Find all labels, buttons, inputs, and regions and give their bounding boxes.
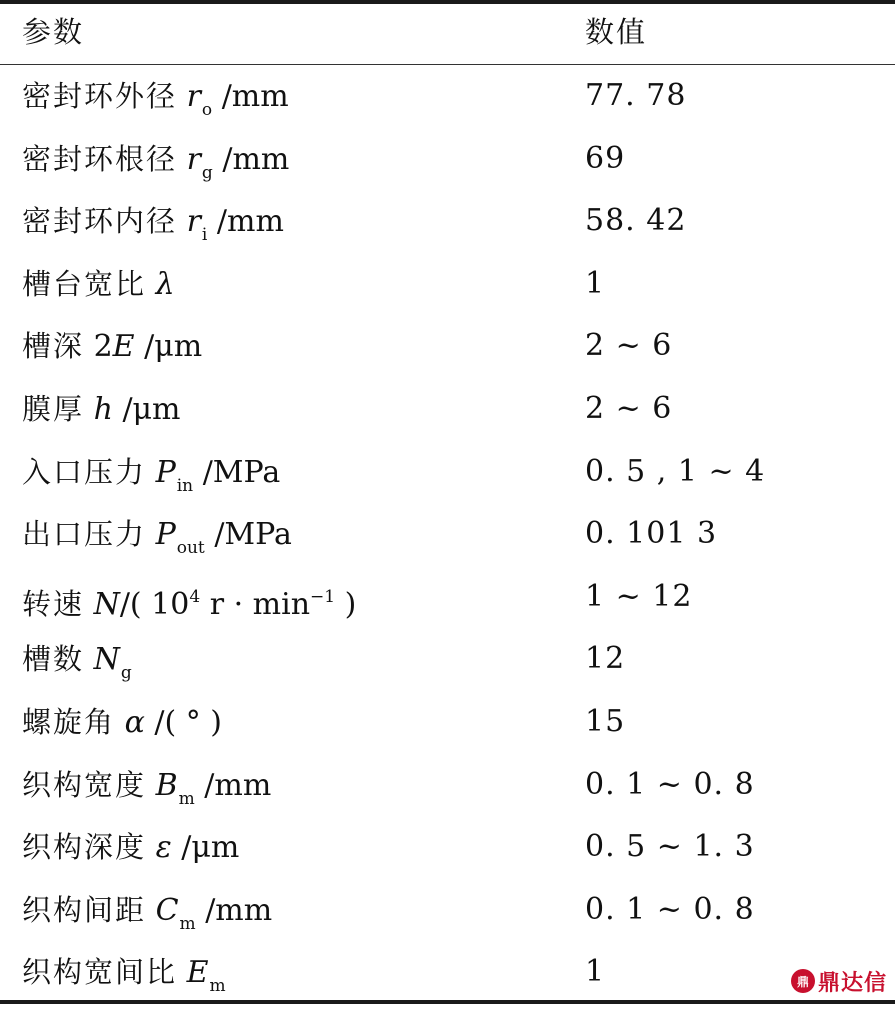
table-row <box>0 628 895 690</box>
param-label: 槽深 <box>22 329 85 364</box>
param-unit: /mm <box>205 892 273 928</box>
param-subscript: o <box>201 100 213 120</box>
param-unit: /μm <box>144 329 203 365</box>
table-row <box>0 691 895 753</box>
value-cell: 69 <box>585 140 626 176</box>
value-cell: 2 ~ 6 <box>585 328 673 364</box>
value-cell: 1 <box>585 954 606 990</box>
param-label: 出口压力 <box>22 517 147 552</box>
param-symbol: N <box>93 586 120 622</box>
param-label: 槽数 <box>22 642 85 677</box>
param-label: 织构宽度 <box>22 767 147 802</box>
table-row <box>0 503 895 565</box>
header-param: 参数 <box>22 15 85 49</box>
param-symbol: ε <box>155 830 172 866</box>
table-row <box>0 816 895 878</box>
param-label: 转速 <box>22 586 85 621</box>
value-cell: 0. 1 ~ 0. 8 <box>585 891 755 927</box>
param-cell <box>22 691 222 753</box>
param-symbol: N <box>93 642 120 678</box>
param-unit: /( ° ) <box>154 705 222 740</box>
param-label: 密封环内径 <box>22 204 178 239</box>
param-cell <box>22 65 289 127</box>
value-cell: 0. 5 ~ 1. 3 <box>585 829 755 865</box>
value-cell: 0. 101 3 <box>585 516 718 552</box>
param-label: 织构间距 <box>22 892 147 927</box>
param-cell <box>22 190 284 252</box>
table-row <box>0 754 895 816</box>
param-symbol: P <box>155 454 176 490</box>
value-cell: 15 <box>585 704 626 739</box>
value-cell: 2 ~ 6 <box>585 391 673 426</box>
value-cell: 1 <box>585 265 606 301</box>
param-unit: /mm <box>216 204 284 240</box>
table-row <box>0 315 895 377</box>
param-symbol: P <box>155 517 176 553</box>
watermark-text: 鼎达信 <box>817 970 887 996</box>
param-symbol: α <box>124 705 145 740</box>
param-label: 织构深度 <box>22 830 147 865</box>
param-cell <box>22 441 280 503</box>
param-cell <box>22 816 239 878</box>
param-subscript: g <box>120 663 132 684</box>
param-unit: r · min <box>200 586 311 622</box>
param-symbol: C <box>155 892 179 928</box>
param-cell <box>22 315 202 377</box>
param-unit: /μm <box>181 830 240 866</box>
param-label: 入口压力 <box>22 454 147 489</box>
param-subscript: m <box>209 976 226 997</box>
param-symbol: λ <box>155 266 175 302</box>
param-subscript: m <box>178 788 195 809</box>
param-cell <box>22 253 175 315</box>
param-unit: /MPa <box>202 454 281 490</box>
param-prefix: 2 <box>93 329 113 365</box>
param-cell <box>22 628 132 690</box>
param-symbol: E <box>112 329 135 365</box>
param-label: 密封环根径 <box>22 141 178 176</box>
watermark-logo <box>791 965 887 997</box>
table-row <box>0 441 895 503</box>
param-symbol: E <box>186 955 209 991</box>
table-bottom-rule <box>0 1000 895 1004</box>
param-cell <box>22 566 356 628</box>
param-label: 膜厚 <box>22 392 85 426</box>
param-cell <box>22 128 289 190</box>
param-unit: /mm <box>204 767 272 803</box>
table-row <box>0 190 895 252</box>
param-unit: /MPa <box>214 517 292 553</box>
table-row <box>0 566 895 628</box>
param-subscript: i <box>201 225 208 246</box>
watermark-icon: 鼎 <box>791 969 815 993</box>
value-cell: 77. 78 <box>585 78 687 113</box>
param-cell <box>22 378 181 440</box>
param-cell <box>22 754 271 816</box>
param-cell <box>22 879 272 941</box>
table-row <box>0 128 895 190</box>
param-unit: /mm <box>221 79 289 114</box>
param-unit: /μm <box>122 392 181 427</box>
table-row <box>0 253 895 315</box>
value-cell: 0. 1 ~ 0. 8 <box>585 766 755 802</box>
param-unit-sup: 4 <box>189 586 201 607</box>
param-unit: ) <box>335 586 357 622</box>
header-value: 数值 <box>585 15 648 49</box>
value-cell: 1 ~ 12 <box>585 578 693 614</box>
param-unit: /( 10 <box>119 586 190 622</box>
param-unit-sup: −1 <box>310 586 336 607</box>
param-cell <box>22 503 292 565</box>
param-unit: /mm <box>222 141 290 177</box>
table-row <box>0 65 895 127</box>
param-subscript: in <box>176 475 194 496</box>
table-row <box>0 879 895 941</box>
param-label: 槽台宽比 <box>22 266 147 301</box>
param-subscript: m <box>179 913 196 934</box>
table-row <box>0 378 895 440</box>
param-label: 螺旋角 <box>22 705 116 739</box>
value-cell: 12 <box>585 641 626 677</box>
table-row <box>0 941 895 1003</box>
param-subscript: g <box>201 162 213 183</box>
param-subscript: out <box>176 538 205 559</box>
param-symbol: r <box>186 79 201 114</box>
param-symbol: r <box>186 204 201 240</box>
param-symbol: B <box>155 767 178 803</box>
param-label: 密封环外径 <box>22 79 178 113</box>
value-cell: 58. 42 <box>585 203 687 239</box>
param-symbol: r <box>186 141 201 177</box>
value-cell: 0. 5 , 1 ~ 4 <box>585 453 766 489</box>
param-label: 织构宽间比 <box>22 955 178 990</box>
table-header-row <box>0 0 895 62</box>
param-symbol: h <box>93 392 113 427</box>
param-cell <box>22 941 226 1003</box>
